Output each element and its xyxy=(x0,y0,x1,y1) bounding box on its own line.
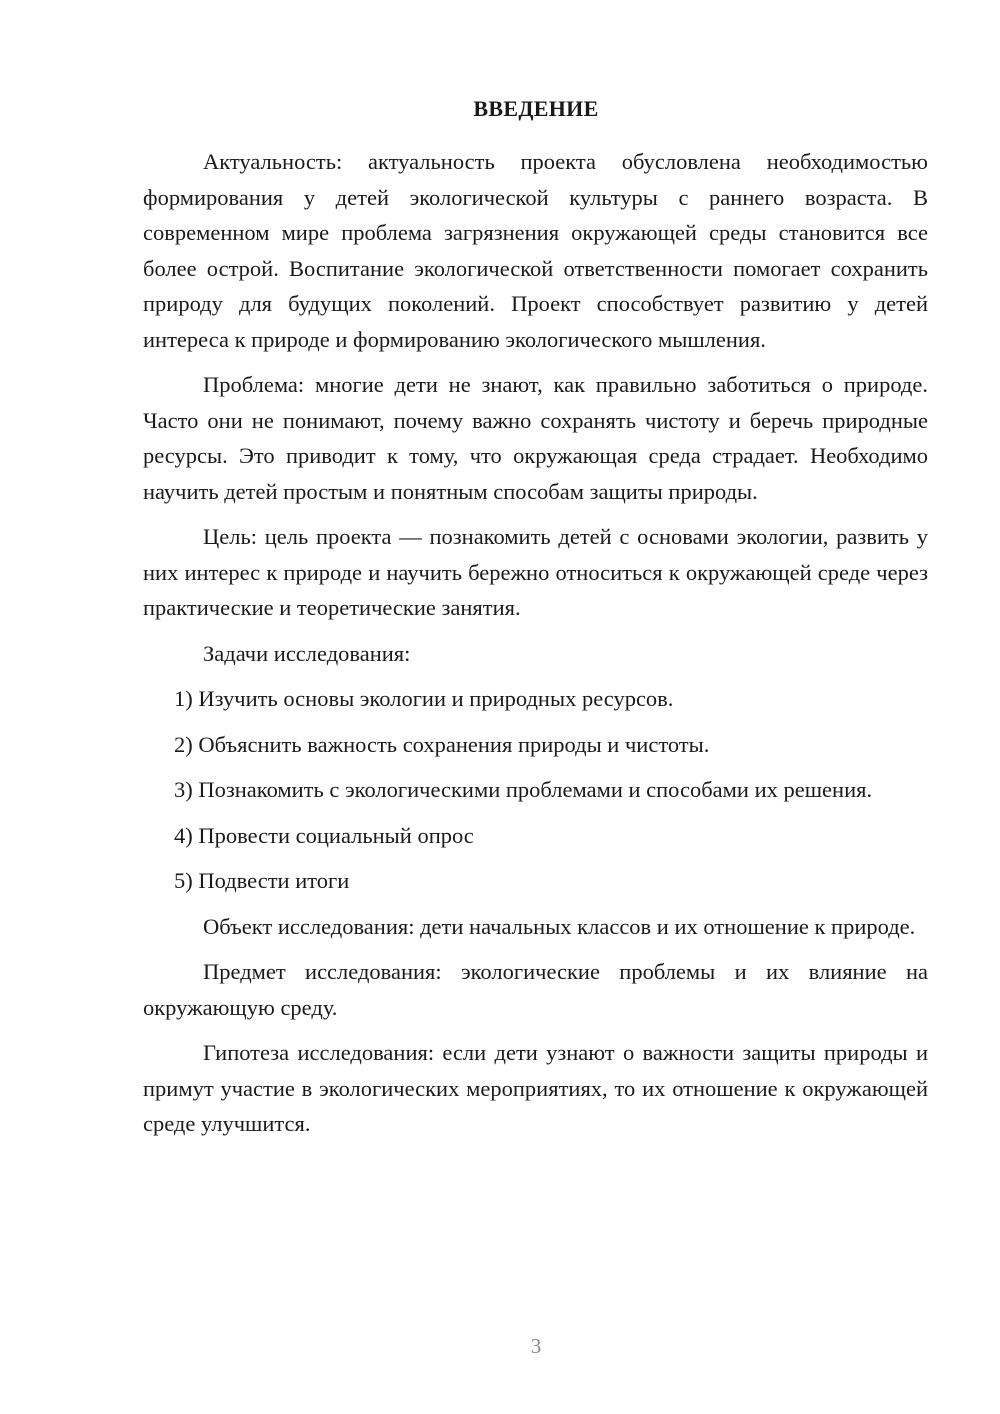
paragraph-goal: Цель: цель проекта — познакомить детей с основами экологии, развить у них интерес к природе и научить бережно относиться к окружающей среде через практические и теоретические занятия. xyxy=(143,524,928,620)
list-item-task-2: 2) Объяснить важность сохранения природы и чистоты. xyxy=(174,731,710,757)
list-item-task-3: 3) Познакомить с экологическими проблемами и способами их решения. xyxy=(174,777,873,802)
page-number: 3 xyxy=(530,1334,542,1358)
paragraph-relevance: Актуальность: актуальность проекта обусловлена необходимостью формирования у детей экологической культуры с раннего возраста. В современном мире проблема загрязнения окружающей среды становится все более острой. Воспитание экологической ответственности помогает сохранить природу для будущих поколений. Проект способствует развитию у детей интереса к природе и формированию экологического мышления. xyxy=(143,149,928,352)
list-item-task-4: 4) Провести социальный опрос xyxy=(174,822,474,848)
page-title: ВВЕДЕНИЕ xyxy=(473,96,599,121)
list-item-task-5: 5) Подвести итоги xyxy=(174,868,350,893)
paragraph-tasks-heading: Задачи исследования: xyxy=(203,640,411,666)
document-body xyxy=(143,144,928,1142)
paragraph-hypothesis: Гипотеза исследования: если дети узнают о важности защиты природы и примут участие в экологических мероприятиях, то их отношение к окружающей среде улучшится. xyxy=(143,1040,928,1136)
paragraph-object: Объект исследования: дети начальных классов и их отношение к природе. xyxy=(203,913,916,939)
list-item-task-1: 1) Изучить основы экологии и природных ресурсов. xyxy=(174,686,674,711)
paragraph-problem: Проблема: многие дети не знают, как правильно заботиться о природе. Часто они не понимают, почему важно сохранять чистоту и беречь природные ресурсы. Это приводит к тому, что окружающая среда страдает. Необходимо научить детей простым и понятным способам защиты природы. xyxy=(143,372,928,504)
paragraph-subject: Предмет исследования: экологические проблемы и их влияние на окружающую среду. xyxy=(143,959,928,1020)
